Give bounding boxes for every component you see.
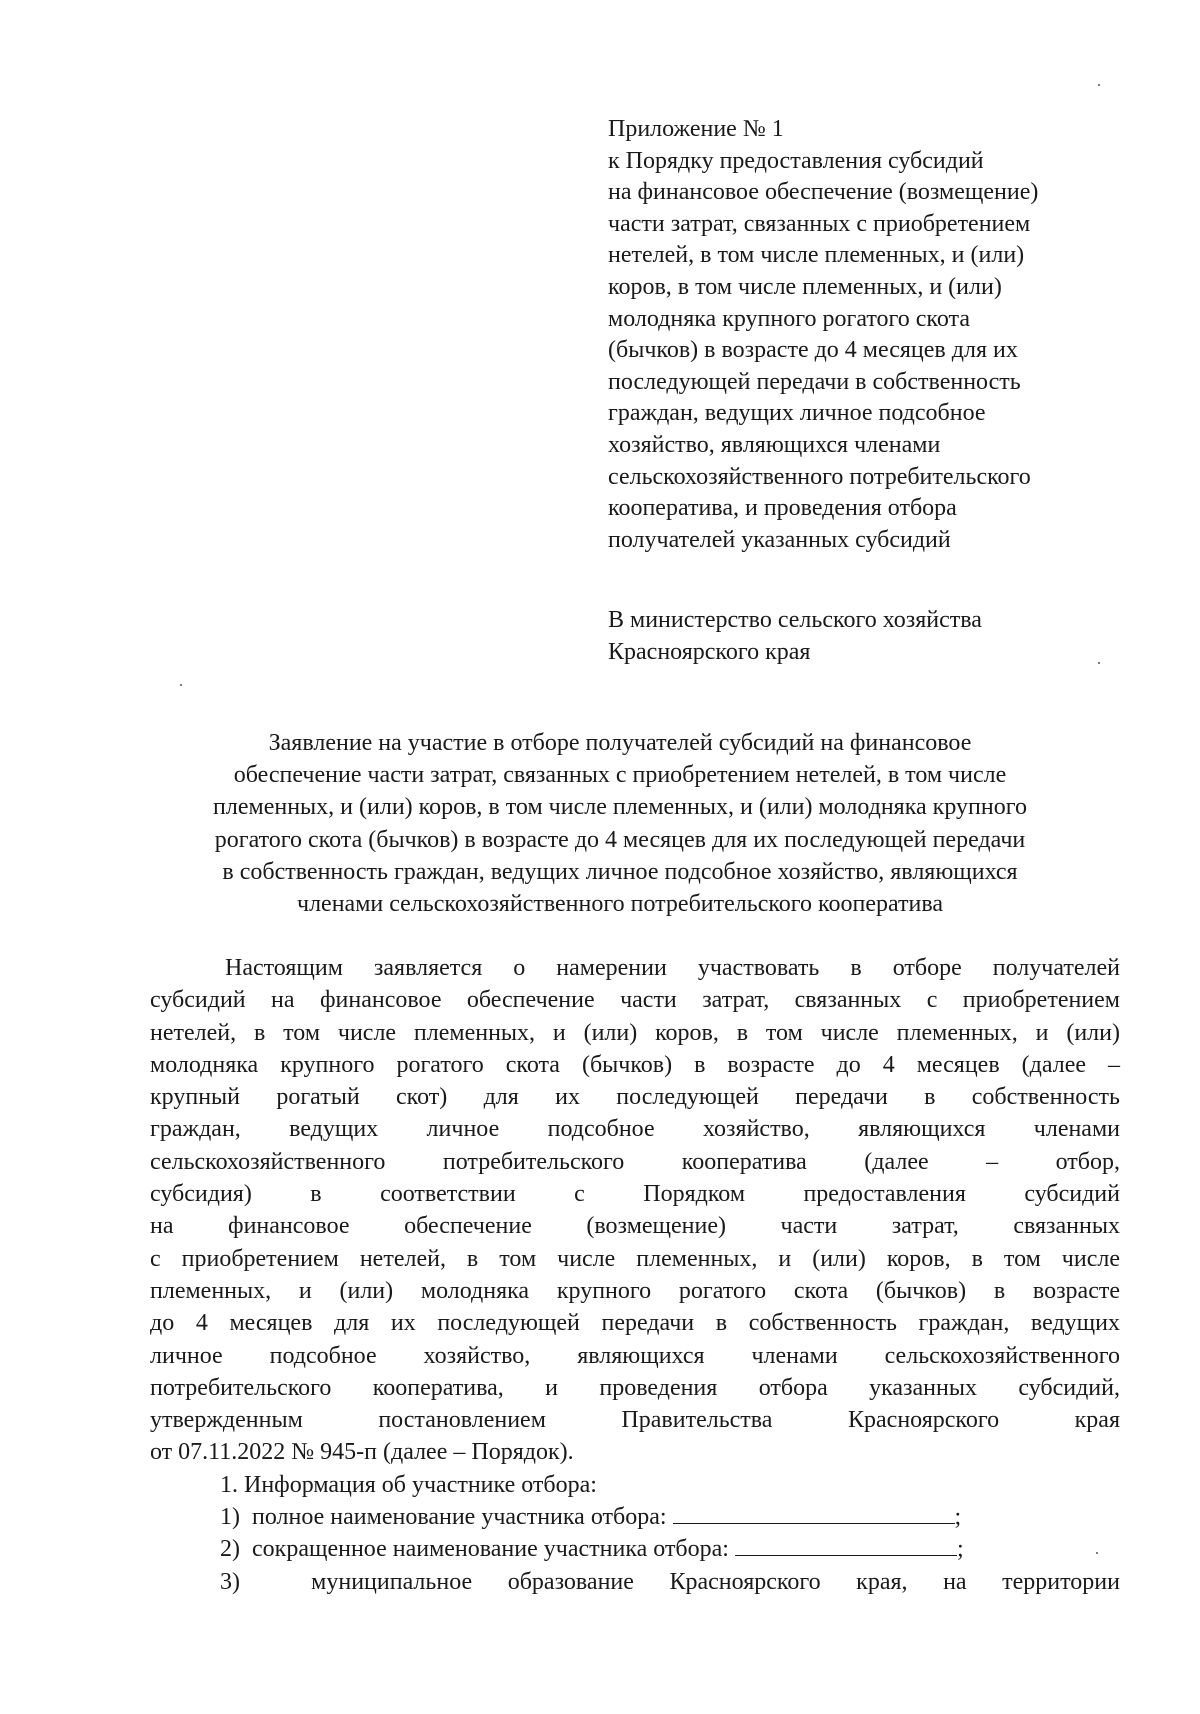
body-line: граждан, ведущих личное подсобное хозяйство, являющихся членами: [150, 1116, 1120, 1143]
item-number: 2): [220, 1536, 240, 1563]
body-line: личное подсобное хозяйство, являющихся членами сельскохозяйственного: [150, 1342, 1120, 1369]
item-terminator: ;: [954, 1504, 962, 1531]
short-name-blank-field[interactable]: [735, 1533, 957, 1556]
appendix-line: нетелей, в том числе племенных, и (или): [608, 242, 1025, 269]
item-label: муниципальное образование Красноярского края, на территории: [311, 1568, 1120, 1595]
appendix-line: (бычков) в возрасте до 4 месяцев для их: [608, 337, 1018, 364]
body-line: крупный рогатый скот) для их последующей передачи в собственность: [150, 1084, 1120, 1111]
appendix-line: к Порядку предоставления субсидий: [608, 147, 984, 174]
item-number: 3): [220, 1568, 240, 1595]
title-line: рогатого скота (бычков) в возрасте до 4 месяцев для их последующей передачи: [214, 826, 1026, 853]
item-terminator: ;: [956, 1536, 964, 1563]
body-line: до 4 месяцев для их последующей передачи в собственность граждан, ведущих: [150, 1310, 1120, 1337]
body-line: утвержденным постановлением Правительства Красноярского края: [150, 1407, 1120, 1434]
body-line: с приобретением нетелей, в том числе племенных, и (или) коров, в том числе: [150, 1245, 1120, 1272]
body-line: на финансовое обеспечение (возмещение) части затрат, связанных: [150, 1213, 1120, 1240]
recipient-block: [608, 604, 1168, 668]
appendix-line: кооператива, и проведения отбора: [608, 495, 957, 522]
item-label: полное наименование участника отбора:: [252, 1504, 667, 1531]
body-line: сельскохозяйственного потребительского кооператива (далее – отбор,: [150, 1148, 1120, 1175]
body-line: племенных, и (или) молодняка крупного рогатого скота (бычков) в возрасте: [150, 1277, 1120, 1304]
body-line: потребительского кооператива, и проведения отбора указанных субсидий,: [150, 1374, 1120, 1401]
scan-speck: [1096, 1552, 1098, 1554]
body-line: субсидия) в соответствии с Порядком предоставления субсидий: [150, 1181, 1120, 1208]
appendix-header: [608, 114, 1168, 556]
item-number: 1): [220, 1504, 240, 1531]
appendix-line: части затрат, связанных с приобретением: [608, 210, 1031, 237]
item-label: сокращенное наименование участника отбора:: [252, 1536, 729, 1563]
title-line: в собственность граждан, ведущих личное подсобное хозяйство, являющихся: [222, 858, 1018, 885]
body-line: Настоящим заявляется о намерении участвовать в отборе получателей: [225, 955, 1120, 981]
appendix-line: последующей передачи в собственность: [608, 368, 1021, 395]
title-line: обеспечение части затрат, связанных с приобретением нетелей, в том числе: [233, 762, 1007, 789]
title-line: племенных, и (или) коров, в том числе племенных, и (или) молодняка крупного: [213, 794, 1027, 821]
full-name-blank-field[interactable]: [673, 1501, 955, 1524]
body-line: нетелей, в том числе племенных, и (или) коров, в том числе племенных, и (или): [150, 1019, 1120, 1046]
document-title: [150, 727, 1090, 920]
appendix-line: хозяйство, являющихся членами: [608, 431, 941, 458]
scan-speck: [1098, 662, 1100, 664]
appendix-line: на финансовое обеспечение (возмещение): [608, 179, 1039, 206]
appendix-line: сельскохозяйственного потребительского: [608, 463, 1031, 490]
body-line: от 07.11.2022 № 945-п (далее – Порядок).: [150, 1439, 574, 1466]
body-line: молодняка крупного рогатого скота (бычков) в возрасте до 4 месяцев (далее –: [150, 1051, 1120, 1078]
scan-speck: [180, 684, 182, 686]
body-line: субсидий на финансовое обеспечение части затрат, связанных с приобретением: [150, 987, 1120, 1014]
scan-speck: [1098, 84, 1100, 86]
recipient-line: Красноярского края: [608, 639, 811, 665]
body-text: [150, 952, 1120, 1598]
title-line: Заявление на участие в отборе получателей субсидий на финансовое: [268, 730, 972, 756]
municipality-item: [150, 1566, 1120, 1598]
appendix-line: получателей указанных субсидий: [608, 526, 951, 553]
section-heading: 1. Информация об участнике отбора:: [220, 1471, 597, 1498]
title-line: членами сельскохозяйственного потребительского кооператива: [297, 891, 943, 918]
appendix-line: коров, в том числе племенных, и (или): [608, 273, 1002, 300]
appendix-line: граждан, ведущих личное подсобное: [608, 400, 986, 427]
participant-full-name-item: [150, 1501, 1120, 1533]
appendix-line: Приложение № 1: [608, 116, 784, 142]
participant-short-name-item: [150, 1533, 1120, 1565]
appendix-line: молодняка крупного рогатого скота: [608, 305, 970, 332]
recipient-line: В министерство сельского хозяйства: [608, 607, 982, 633]
